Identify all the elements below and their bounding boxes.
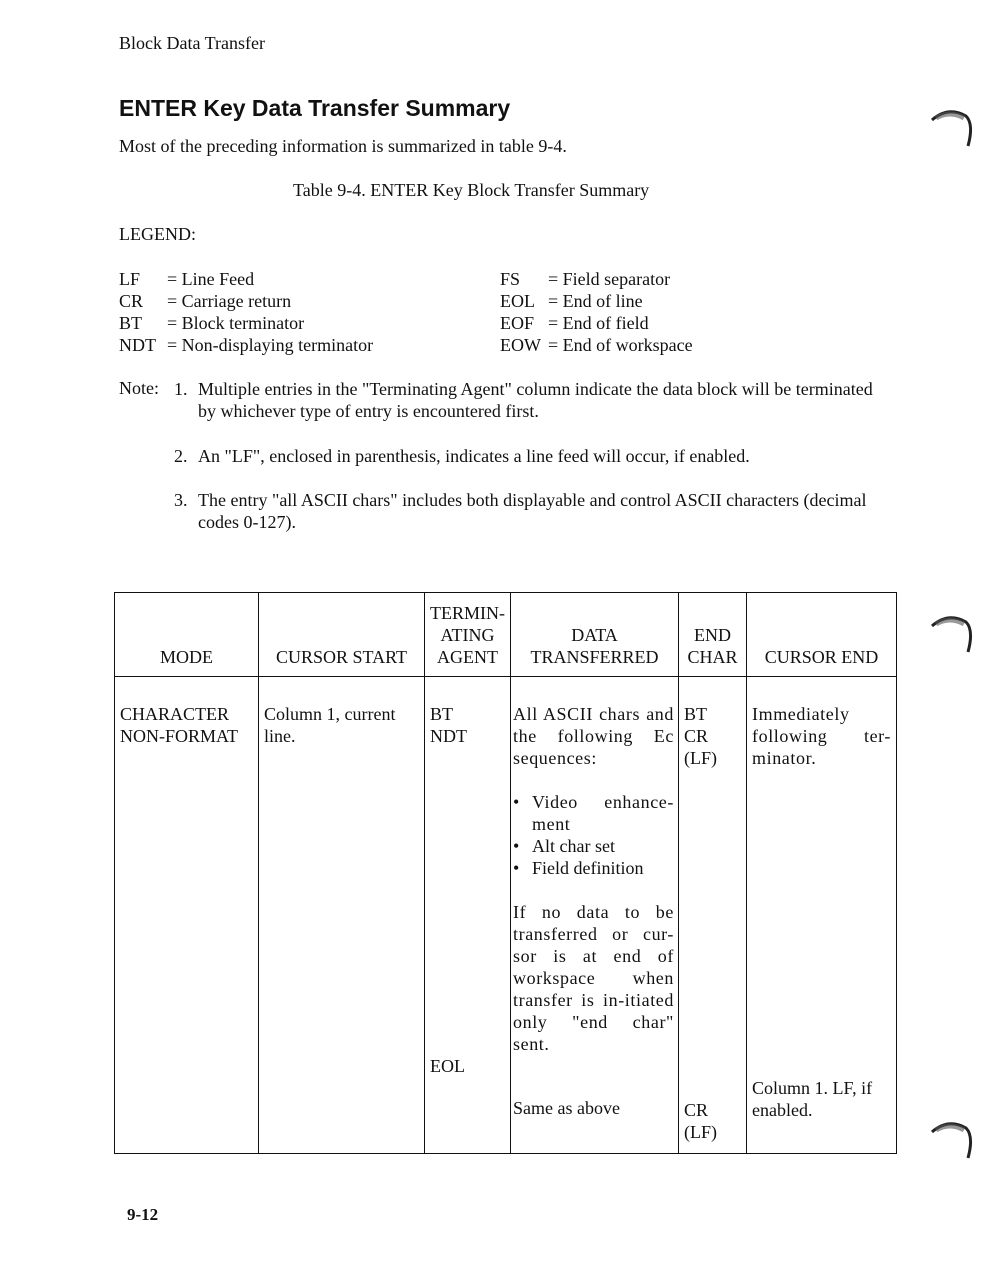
legend-abbr: LF [119,269,141,289]
cell-end-char: BT CR (LF) CR (LF) [679,677,747,1154]
legend-left [119,268,373,356]
cell-data-transferred: All ASCII chars and the following Ec sequences: • Video enhance-ment • Alt char set • Field definition If no data to be transferred or cur-sor is at end of workspace when transfer is in-itiated only "end char" sent. Same as above [511,677,679,1154]
intro-paragraph: Most of the preceding information is summarized in table 9-4. [119,136,567,156]
legend-item [500,334,693,356]
legend-meaning: = Line Feed [167,269,255,289]
list-item: • Video enhance-ment [513,791,674,835]
legend-abbr: EOW [500,335,541,355]
legend-abbr: CR [119,291,144,311]
legend-meaning: = End of line [548,291,643,311]
note-text: Multiple entries in the "Terminating Agent" column indicate the data block will be terminated by whichever type of entry is encountered first. [198,379,873,421]
header-data-transferred: DATA TRANSFERRED [511,593,679,677]
legend-title: LEGEND: [119,224,196,244]
cell-cursor-start: Column 1, current line. [259,677,425,1154]
note-label: Note: [119,378,159,398]
note-text: An "LF", enclosed in parenthesis, indicates a line feed will occur, if enabled. [198,446,750,466]
legend-abbr: NDT [119,335,156,355]
legend-abbr: FS [500,269,521,289]
legend-item [119,312,373,334]
header-terminating-agent: TERMIN- ATING AGENT [425,593,511,677]
list-item: • Alt char set [513,835,674,857]
list-item: • Field definition [513,857,674,879]
header-mode: MODE [115,593,259,677]
note-item [174,489,894,533]
legend-meaning: = End of workspace [548,335,693,355]
note-number: 1. [174,379,188,399]
page-number: 9-12 [127,1205,159,1224]
running-head: Block Data Transfer [119,33,265,53]
header-end-char: END CHAR [679,593,747,677]
legend-abbr: EOF [500,313,535,333]
legend-item [119,290,373,312]
legend-item [500,312,693,334]
legend-meaning: = Non-displaying terminator [167,335,374,355]
binder-hole-mark-icon [930,612,974,658]
note-number: 3. [174,490,188,510]
note-item [174,378,894,422]
bullet-list [513,791,674,879]
table-row [115,677,897,1154]
note-text: The entry "all ASCII chars" includes both displayable and control ASCII characters (decimal codes 0-127). [198,490,867,532]
legend-right [500,268,693,356]
table-header-row [115,593,897,677]
section-title: ENTER Key Data Transfer Summary [119,95,511,121]
note-number: 2. [174,446,188,466]
header-cursor-start: CURSOR START [259,593,425,677]
legend-meaning: = Carriage return [167,291,292,311]
legend-item [119,334,373,356]
header-cursor-end: CURSOR END [747,593,897,677]
legend-meaning: = End of field [548,313,649,333]
legend-item [500,290,693,312]
cell-mode: CHARACTER NON-FORMAT [115,677,259,1154]
legend-meaning: = Field separator [548,269,671,289]
legend-item [119,268,373,290]
table-caption: Table 9-4. ENTER Key Block Transfer Summary [293,180,650,200]
binder-hole-mark-icon [930,1118,974,1164]
legend-meaning: = Block terminator [167,313,305,333]
note-item [174,445,894,467]
binder-hole-mark-icon [930,106,974,152]
legend-abbr: EOL [500,291,535,311]
legend-item [500,268,693,290]
cell-terminating-agent: BT NDT EOL [425,677,511,1154]
legend-abbr: BT [119,313,143,333]
cell-cursor-end: Immediately following ter-minator. Column 1. LF, if enabled. [747,677,897,1154]
summary-table [114,592,897,1154]
